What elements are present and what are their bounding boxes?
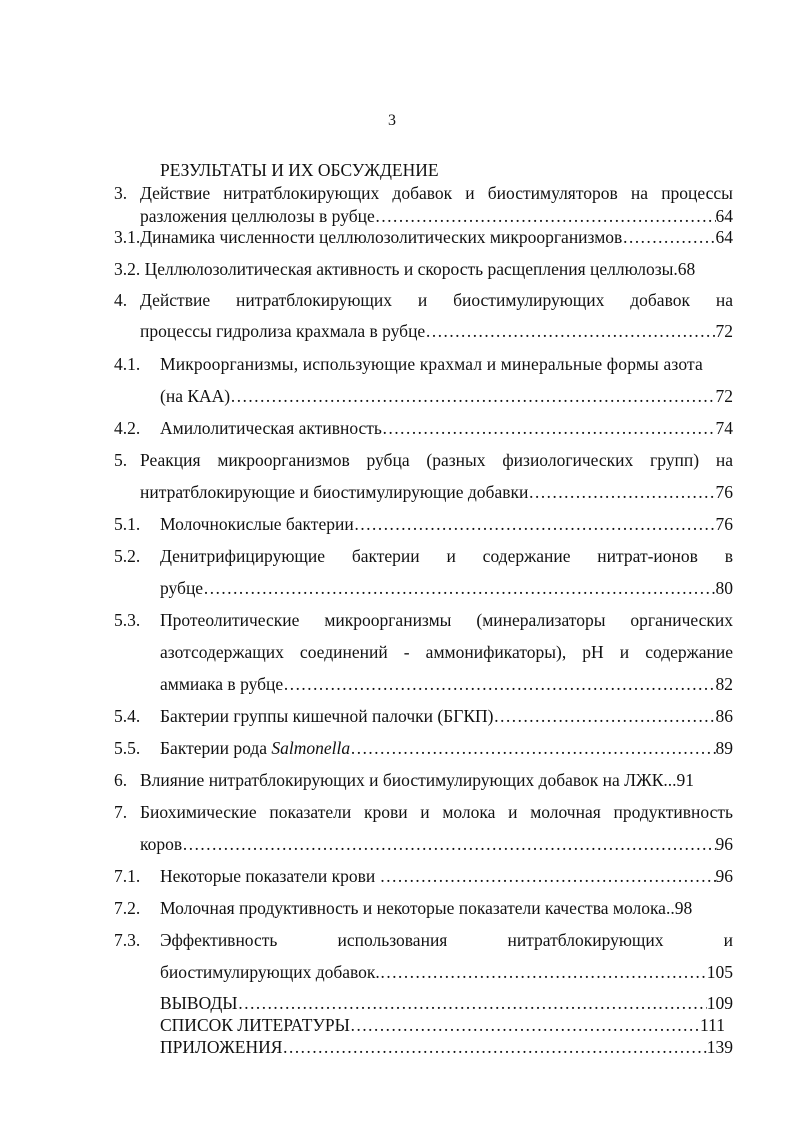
dot-leader	[283, 674, 715, 695]
toc-entry-text: ВЫВОДЫ	[160, 993, 238, 1013]
dot-leader	[282, 1037, 706, 1058]
toc-word: рН	[582, 642, 604, 662]
toc-word: азотсодержащих	[160, 642, 284, 662]
dot-leader	[182, 834, 715, 855]
toc-word: и	[723, 930, 733, 950]
dot-leader	[350, 738, 715, 759]
toc-entry-4-number: 4.	[114, 290, 128, 310]
toc-word: нитратблокирующих	[507, 930, 664, 950]
section-heading: РЕЗУЛЬТАТЫ И ИХ ОБСУЖДЕНИЕ	[160, 160, 439, 180]
toc-page-number: 96	[715, 834, 733, 854]
toc-entry-5-4-number: 5.4.	[114, 706, 141, 726]
toc-page-number: 74	[715, 418, 733, 438]
dot-leader	[528, 482, 715, 503]
toc-word: физиологических	[502, 450, 634, 470]
toc-entry-text: нитратблокирующие и биостимулирующие добавки	[140, 482, 529, 502]
toc-word: молочная	[530, 802, 601, 822]
toc-word: Действие	[140, 183, 211, 203]
toc-word: групп)	[650, 450, 700, 470]
toc-word: Действие	[140, 290, 211, 310]
toc-page-number: 139	[706, 1037, 733, 1057]
toc-entry-text: Динамика численности целлюлозолитических микроорганизмов	[140, 227, 623, 247]
toc-page-number: 105	[706, 962, 733, 982]
toc-word: и	[446, 546, 456, 566]
toc-entry-number: 3.2.	[114, 259, 141, 279]
page-number: 3	[388, 112, 396, 129]
toc-entry-7-1	[160, 866, 733, 887]
toc-entry-4-line1	[140, 290, 733, 311]
toc-entry-4-2	[160, 418, 733, 439]
toc-entry-text: Бактерии рода	[160, 738, 272, 758]
toc-word: (минерализаторы	[476, 610, 606, 630]
toc-word: нитрат-ионов	[597, 546, 698, 566]
toc-entry-text: Амилолитическая активность	[160, 418, 382, 438]
dot-leader	[230, 386, 715, 407]
toc-word: на	[715, 450, 733, 470]
toc-word: содержание	[482, 546, 571, 566]
toc-entry-text: рубце	[160, 578, 204, 598]
toc-page-number: 76	[715, 482, 733, 502]
toc-entry-5-line2	[140, 482, 733, 503]
toc-entry-number: 3.1.	[114, 227, 141, 247]
toc-page-number: 111	[700, 1015, 725, 1035]
toc-entry-3-number: 3.	[114, 183, 128, 203]
toc-entry-5-5	[160, 738, 733, 759]
toc-entry-5-5-number: 5.5.	[114, 738, 141, 758]
toc-entry-5-3-line2	[160, 642, 733, 663]
toc-entry-4-line2	[140, 321, 733, 342]
toc-word: процессы	[661, 183, 733, 203]
dot-leader	[425, 321, 715, 342]
toc-entry-3-line2	[140, 206, 733, 227]
dot-leader	[238, 993, 707, 1014]
dot-leader	[350, 1015, 700, 1036]
dot-leader	[380, 866, 716, 887]
toc-word: Протеолитические	[160, 610, 300, 630]
toc-word: Биохимические	[140, 802, 257, 822]
toc-entry-7-3-number: 7.3.	[114, 930, 141, 950]
dot-leader	[203, 578, 715, 599]
toc-entry-text: разложения целлюлозы в рубце	[140, 206, 375, 226]
toc-entry-text: аммиака в рубце	[160, 674, 284, 694]
toc-word: биостимулирующих	[453, 290, 605, 310]
toc-entry-4-1-line2	[160, 386, 733, 407]
toc-entry-text: СПИСОК ЛИТЕРАТУРЫ	[160, 1015, 350, 1035]
toc-entry-7-line2	[140, 834, 733, 855]
toc-entry-7-line1	[140, 802, 733, 823]
toc-entry-5-line1	[140, 450, 733, 471]
toc-word: и	[619, 642, 630, 662]
toc-word: органических	[630, 610, 733, 630]
toc-entry-7-2-text: Молочная продуктивность и некоторые показатели качества молока..98	[160, 898, 693, 918]
toc-word: использования	[337, 930, 448, 950]
toc-entry-5-number: 5.	[114, 450, 128, 470]
toc-entry-7-1-number: 7.1.	[114, 866, 141, 886]
toc-word: -	[403, 642, 410, 662]
toc-entry-text: Молочнокислые бактерии	[160, 514, 354, 534]
toc-entry-text: (на КАА)	[160, 386, 231, 406]
toc-entry-5-4	[160, 706, 733, 727]
dot-leader	[622, 227, 715, 248]
toc-word: аммонификаторы),	[425, 642, 567, 662]
toc-word: бактерии	[351, 546, 420, 566]
toc-word: продуктивность	[613, 802, 733, 822]
toc-appendices	[160, 1037, 733, 1058]
toc-word: микроорганизмы	[324, 610, 452, 630]
toc-conclusions	[160, 993, 733, 1014]
toc-page-number: 86	[715, 706, 733, 726]
toc-entry-text-italic: Salmonella	[271, 738, 351, 758]
toc-word: соединений	[299, 642, 388, 662]
toc-page-number: 64	[715, 227, 733, 247]
toc-word: в	[724, 546, 733, 566]
toc-entry-5-1	[160, 514, 733, 535]
toc-word: нитратблокирующих	[223, 183, 380, 203]
toc-page-number: 72	[715, 386, 733, 406]
toc-word: на	[630, 183, 649, 203]
toc-word: рубца	[366, 450, 410, 470]
toc-word: Эффективность	[160, 930, 278, 950]
toc-entry-5-2-line2	[160, 578, 733, 599]
dot-leader	[354, 514, 716, 535]
toc-page-number: 72	[715, 321, 733, 341]
toc-word: и	[417, 290, 428, 310]
toc-word: добавок	[630, 290, 690, 310]
toc-word: на	[715, 290, 733, 310]
toc-word: содержание	[645, 642, 733, 662]
dot-leader	[494, 706, 716, 727]
toc-entry-7-3-line2	[160, 962, 733, 983]
toc-word: микроорганизмов	[217, 450, 350, 470]
dot-leader	[382, 418, 716, 439]
toc-entry-text: Бактерии группы кишечной палочки (БГКП)	[160, 706, 494, 726]
toc-word: добавок	[392, 183, 453, 203]
toc-entry-5-3-number: 5.3.	[114, 610, 141, 630]
toc-entry-4-2-number: 4.2.	[114, 418, 141, 438]
toc-entry-5-1-number: 5.1.	[114, 514, 141, 534]
toc-entry-7-3-line1	[160, 930, 733, 951]
toc-page-number: 64	[715, 206, 733, 226]
toc-word: и	[420, 802, 430, 822]
toc-entry-7-2-number: 7.2.	[114, 898, 141, 918]
toc-word: Реакция	[140, 450, 201, 470]
toc-page-number: 96	[715, 866, 733, 886]
dot-leader	[380, 962, 707, 983]
toc-entry-3-1	[114, 227, 733, 248]
toc-word: биостимуляторов	[487, 183, 618, 203]
toc-entry-5-3-line3	[160, 674, 733, 695]
toc-entry-5-2-line1	[160, 546, 733, 567]
toc-entry-text: Целлюлозолитическая активность и скорость расщепления целлюлозы.68	[144, 259, 696, 279]
toc-page-number: 109	[706, 993, 733, 1013]
toc-page-number: 80	[715, 578, 733, 598]
toc-word: молока	[442, 802, 496, 822]
toc-entry-4-1-line1: Микроорганизмы, использующие крахмал и минеральные формы азота	[160, 354, 703, 374]
toc-word: и	[508, 802, 518, 822]
toc-entry-text: биостимулирующих добавок.	[160, 962, 380, 982]
toc-entry-text: коров	[140, 834, 183, 854]
toc-word: (разных	[426, 450, 486, 470]
toc-word: и	[465, 183, 475, 203]
toc-entry-text: Некоторые показатели крови	[160, 866, 380, 886]
toc-page-number: 76	[715, 514, 733, 534]
toc-page-number: 89	[715, 738, 733, 758]
toc-entry-text: процессы гидролиза крахмала в рубце	[140, 321, 426, 341]
toc-entry-6-text: Влияние нитратблокирующих и биостимулирующих добавок на ЛЖК...91	[140, 770, 695, 790]
toc-entry-5-2-number: 5.2.	[114, 546, 141, 566]
toc-entry-6-number: 6.	[114, 770, 128, 790]
toc-word: нитратблокирующих	[235, 290, 393, 310]
toc-word: Денитрифицирующие	[160, 546, 326, 566]
toc-word: крови	[363, 802, 408, 822]
toc-entry-3-2	[114, 259, 695, 280]
toc-entry-text: ПРИЛОЖЕНИЯ	[160, 1037, 283, 1057]
toc-entry-7-number: 7.	[114, 802, 128, 822]
toc-entry-5-3-line1	[160, 610, 733, 631]
toc-word: показатели	[269, 802, 352, 822]
toc-page-number: 82	[715, 674, 733, 694]
toc-references	[160, 1015, 725, 1036]
dot-leader	[375, 206, 716, 227]
toc-entry-3-line1	[140, 183, 733, 204]
toc-entry-4-1-number: 4.1.	[114, 354, 141, 374]
